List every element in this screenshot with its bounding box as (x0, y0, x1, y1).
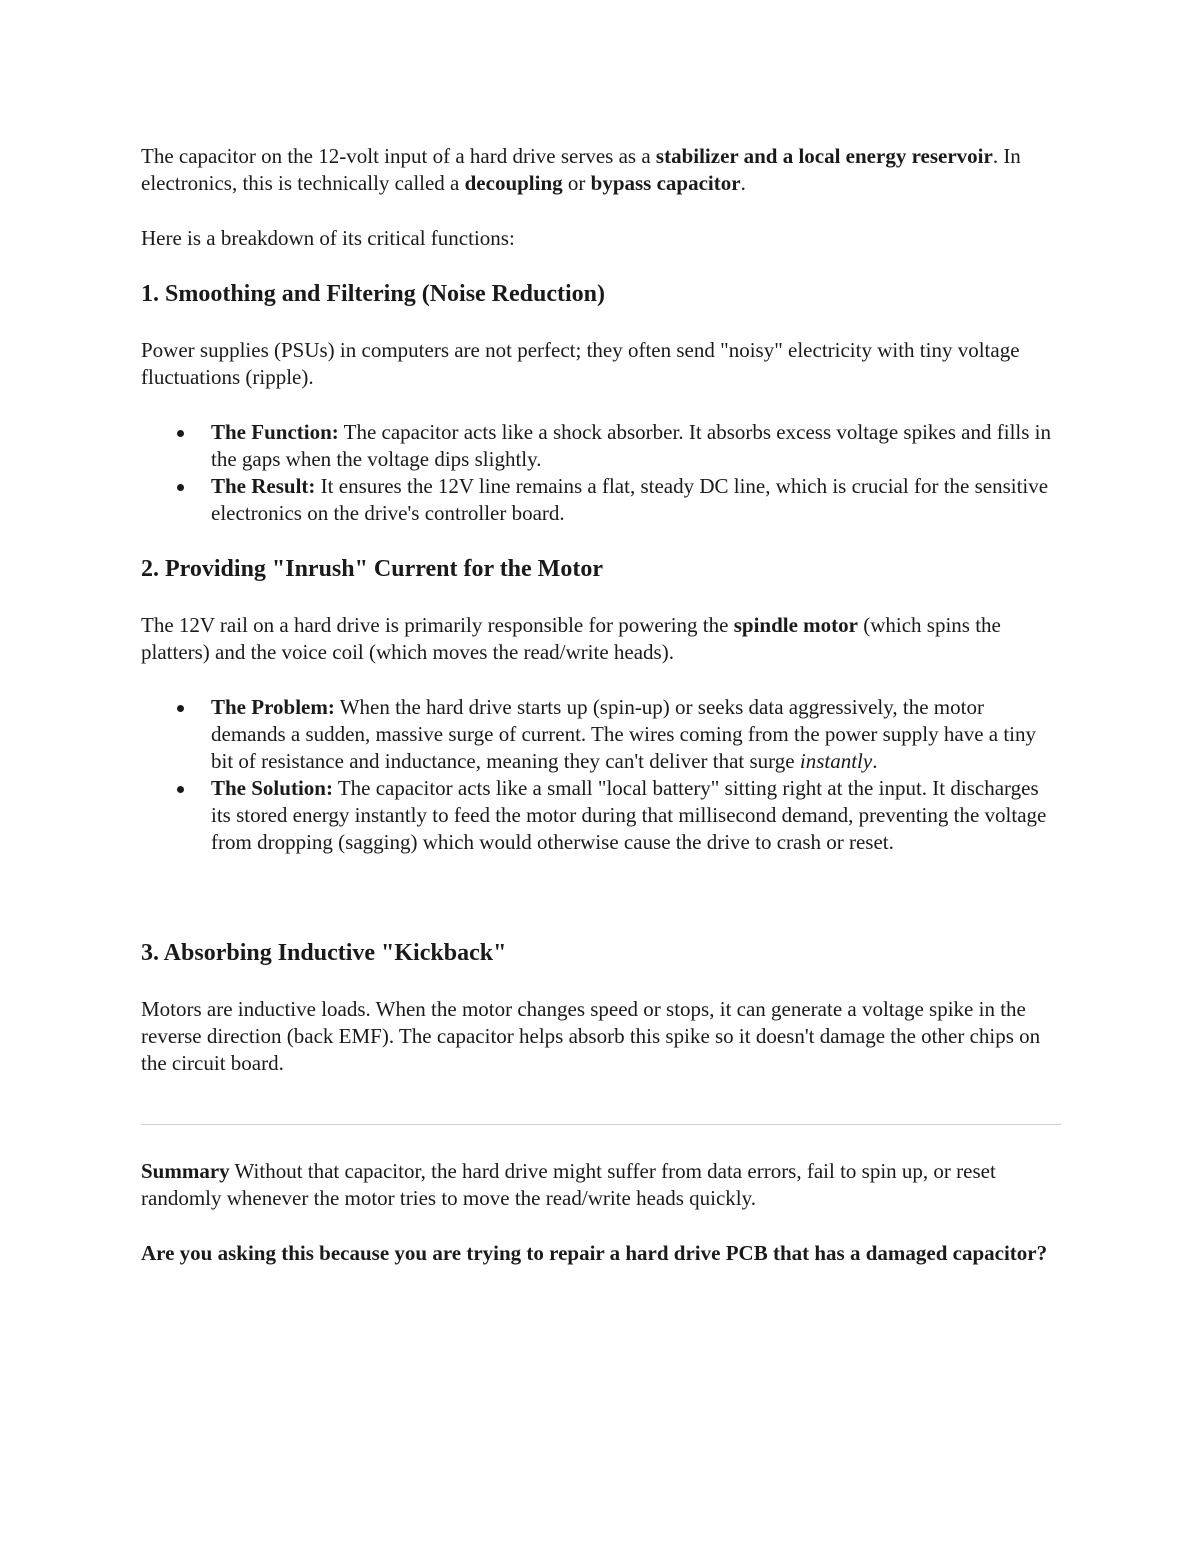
section-2-heading: 2. Providing "Inrush" Current for the Motor (141, 556, 603, 582)
section-3-paragraph: Motors are inductive loads. When the motor changes speed or stops, it can generate a voltage spike in the reverse direction (back EMF). The capacitor helps absorb this spike so it doesn't damage the other chips on the circuit board. (141, 997, 1041, 1075)
document-page (141, 0, 1061, 1553)
section-1-heading: 1. Smoothing and Filtering (Noise Reduction) (141, 281, 606, 307)
section-2-paragraph (141, 612, 1061, 666)
intro-bold-1: stabilizer and a local energy reservoir (655, 144, 993, 168)
section-1-bullet-list (211, 419, 1061, 527)
bullet-dot (177, 484, 184, 491)
section-2-text-2: (which spins the platters) and the voice coil (which moves the read/write heads). (141, 613, 1001, 664)
summary-label: Summary (141, 1159, 230, 1183)
list-item (211, 419, 1061, 473)
section-2-bold-1: spindle motor (733, 613, 858, 637)
list-item (211, 775, 1061, 856)
intro-text-1: The capacitor on the 12-volt input of a hard drive serves as a (141, 144, 656, 168)
section-2-text-1: The 12V rail on a hard drive is primarily responsible for powering the (141, 613, 734, 637)
intro-text-2: . In electronics, this is technically called a (141, 144, 1021, 195)
bullet-text: When the hard drive starts up (spin-up) or seeks data aggressively, the motor demands a sudden, massive surge of current. The wires coming from the power supply have a tiny bit of resistance and inductance, meaning they can't deliver that surge (211, 695, 1037, 773)
list-item (211, 473, 1061, 527)
list-item (211, 694, 1061, 775)
bullet-text: The capacitor acts like a shock absorber. It absorbs excess voltage spikes and fills in the gaps when the voltage dips slightly. (211, 420, 1052, 471)
summary-text: Without that capacitor, the hard drive might suffer from data errors, fail to spin up, or reset randomly whenever the motor tries to move the read/write heads quickly. (141, 1159, 996, 1210)
bullet-text: It ensures the 12V line remains a flat, steady DC line, which is crucial for the sensitive electronics on the drive's controller board. (211, 474, 1049, 525)
bullet-label: The Result: (211, 474, 316, 498)
horizontal-divider (141, 1124, 1061, 1125)
bullet-italic: instantly (799, 749, 873, 773)
intro-bold-2: decoupling (464, 171, 563, 195)
intro-text-3: or (562, 171, 591, 195)
intro-bold-3: bypass capacitor (590, 171, 741, 195)
bullet-label: The Problem: (211, 695, 335, 719)
bullet-dot (177, 430, 184, 437)
section-1-paragraph: Power supplies (PSUs) in computers are not perfect; they often send "noisy" electricity with tiny voltage fluctuations (ripple). (141, 338, 1020, 389)
summary-paragraph (141, 1158, 1061, 1212)
section-3-heading: 3. Absorbing Inductive "Kickback" (141, 940, 507, 966)
bullet-dot (177, 705, 184, 712)
section-2-bullet-list (211, 694, 1061, 856)
bullet-text: The capacitor acts like a small "local battery" sitting right at the input. It discharges its stored energy instantly to feed the motor during that millisecond demand, preventing the voltage from dropping (sagging) which would otherwise cause the drive to crash or reset. (211, 776, 1047, 854)
bullet-label: The Solution: (211, 776, 333, 800)
bullet-label: The Function: (211, 420, 339, 444)
breakdown-paragraph: Here is a breakdown of its critical functions: (141, 226, 515, 250)
intro-text-4: . (740, 171, 746, 195)
bullet-dot (177, 786, 184, 793)
bullet-end: . (872, 749, 878, 773)
intro-paragraph (141, 143, 1061, 197)
closing-question: Are you asking this because you are trying to repair a hard drive PCB that has a damaged capacitor? (141, 1241, 1048, 1265)
